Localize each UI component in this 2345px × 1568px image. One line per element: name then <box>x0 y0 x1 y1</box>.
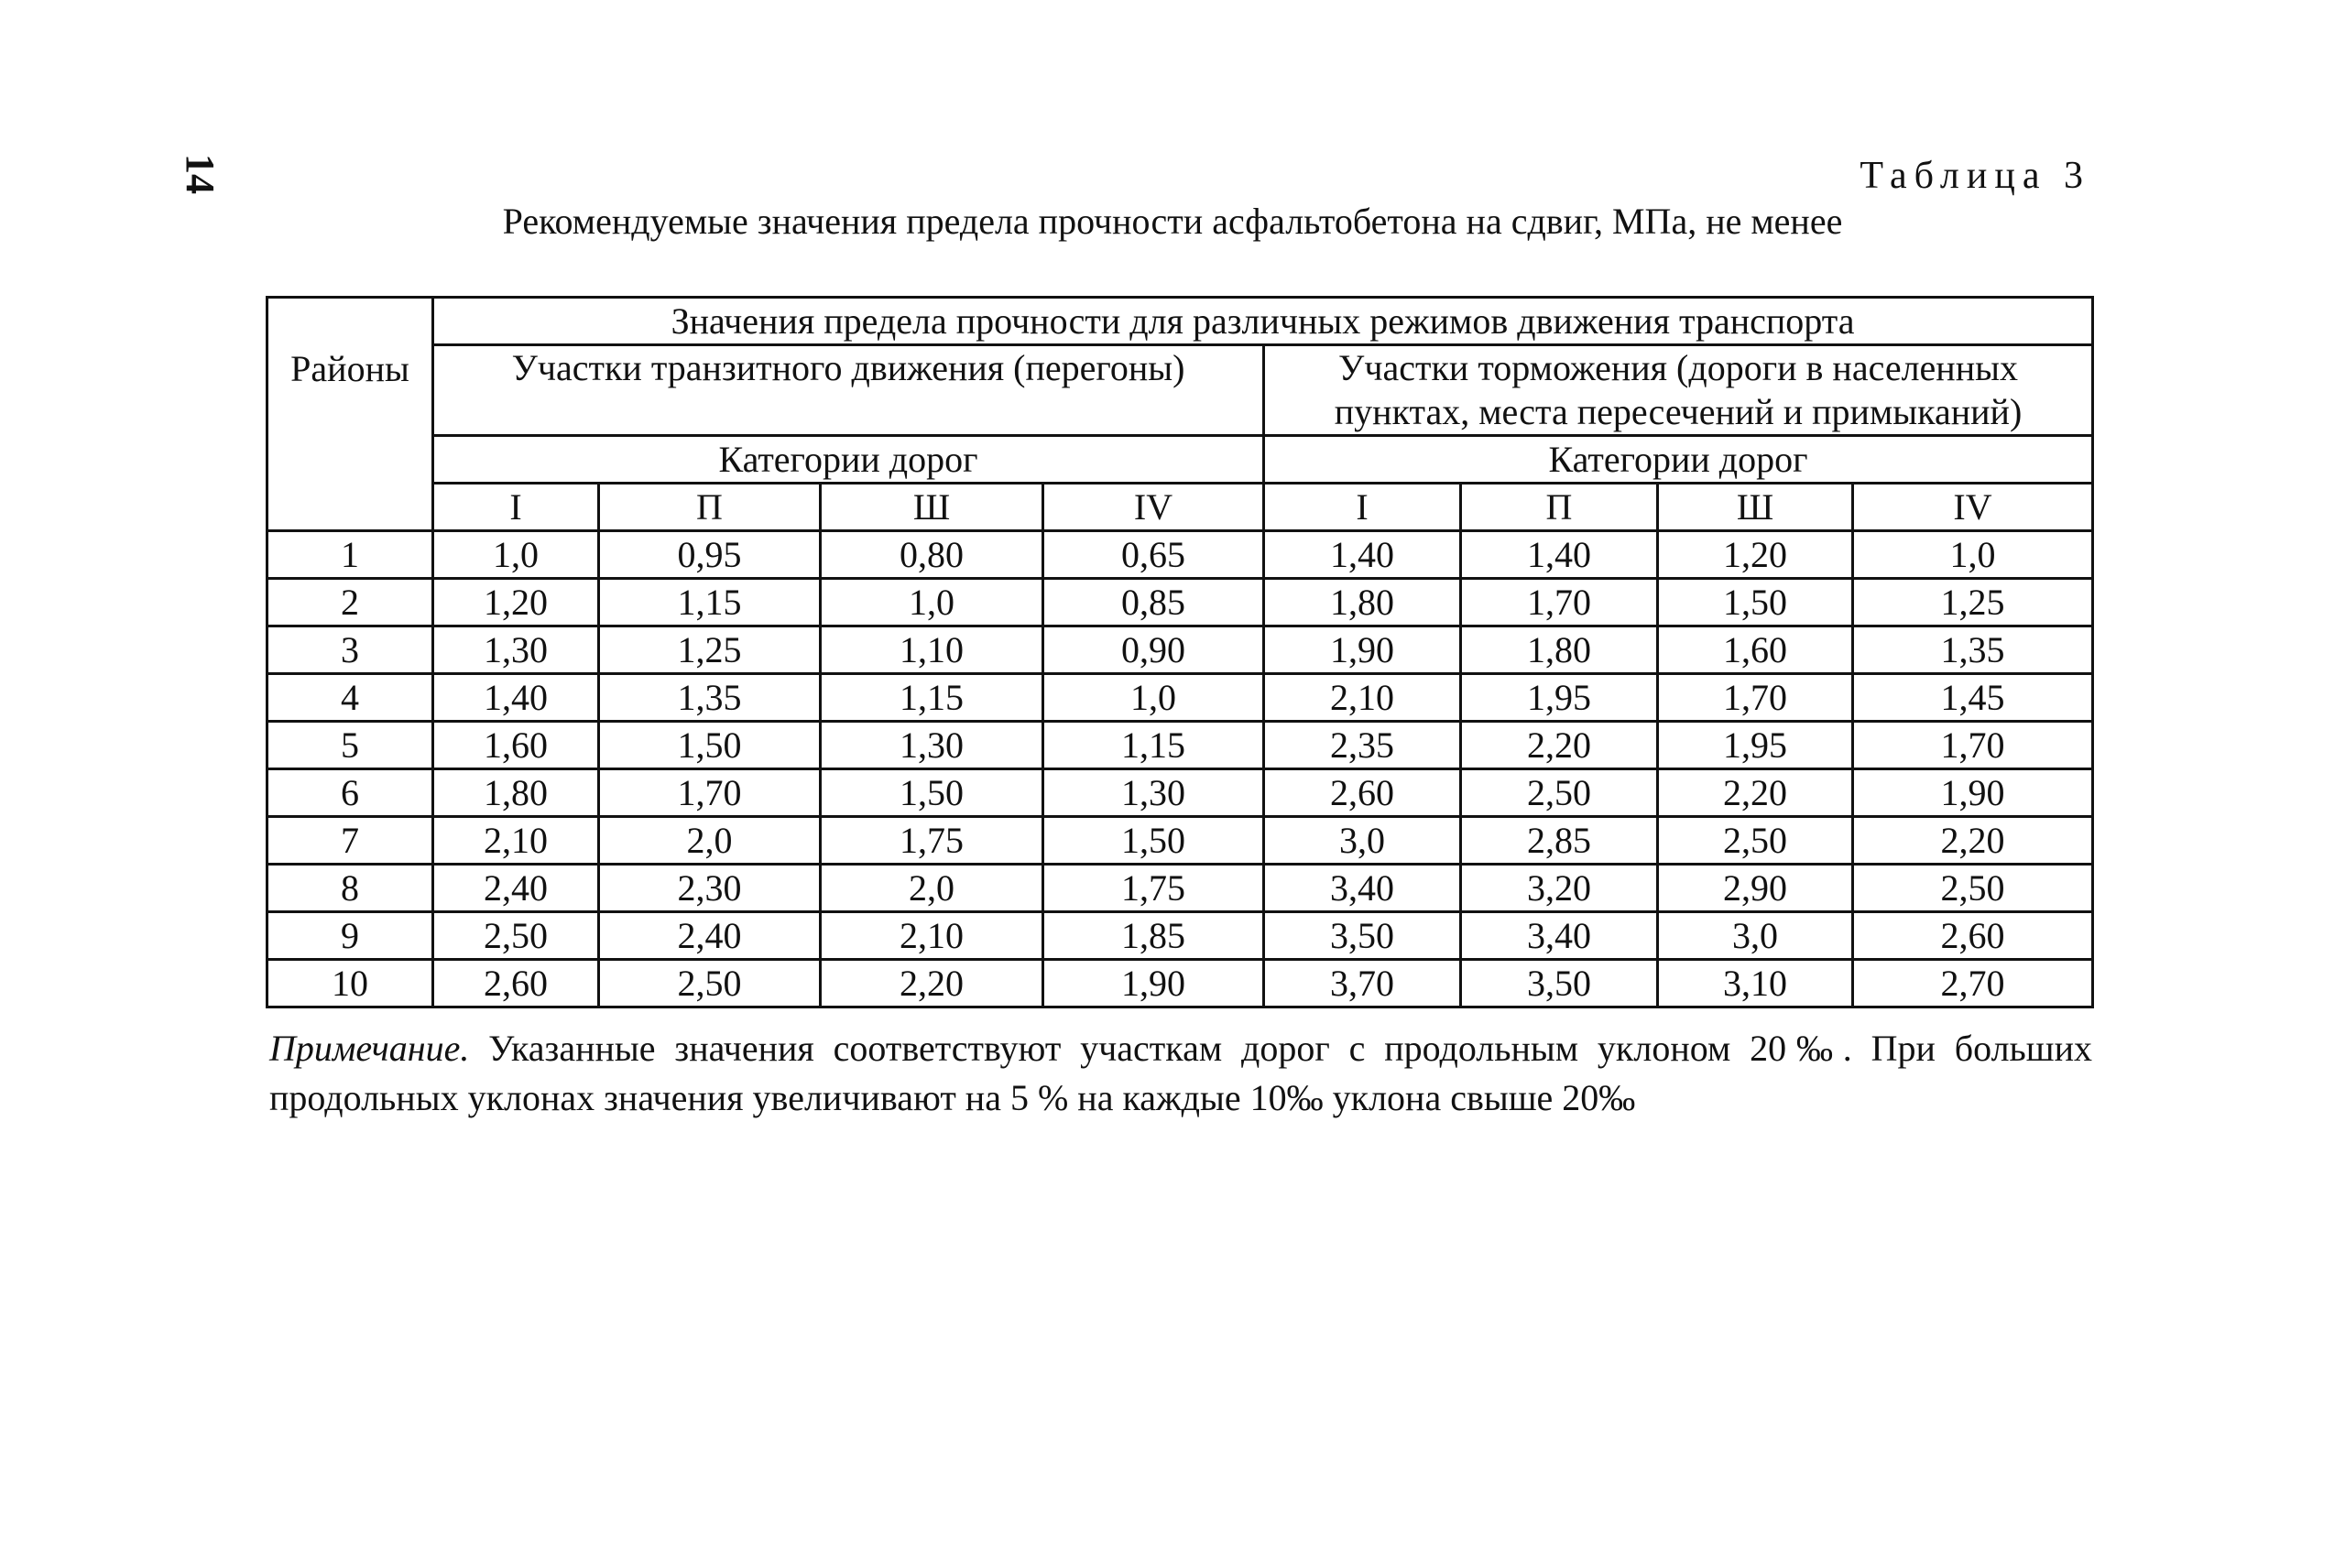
value-cell: 1,30 <box>821 722 1043 769</box>
table-row <box>267 769 2093 817</box>
value-cell: 1,50 <box>1043 817 1264 865</box>
value-cell: 0,90 <box>1043 626 1264 674</box>
value-cell: 1,15 <box>599 579 821 626</box>
district-cell: 2 <box>267 579 433 626</box>
value-cell: 2,35 <box>1264 722 1461 769</box>
value-cell: 2,20 <box>1853 817 2093 865</box>
cat-transit-1: I <box>433 484 599 531</box>
value-cell: 1,25 <box>599 626 821 674</box>
values-header: Значения предела прочности для различных режимов движения транспорта <box>433 298 2093 345</box>
value-cell: 2,40 <box>599 912 821 960</box>
value-cell: 3,40 <box>1461 912 1658 960</box>
value-cell: 3,50 <box>1461 960 1658 1007</box>
district-cell: 1 <box>267 531 433 579</box>
value-cell: 1,80 <box>1461 626 1658 674</box>
header-row-1 <box>267 298 2093 345</box>
table-row <box>267 674 2093 722</box>
district-cell: 4 <box>267 674 433 722</box>
value-cell: 1,70 <box>1461 579 1658 626</box>
value-cell: 3,10 <box>1658 960 1853 1007</box>
value-cell: 1,90 <box>1043 960 1264 1007</box>
district-cell: 7 <box>267 817 433 865</box>
header-row-2 <box>267 345 2093 436</box>
value-cell: 3,20 <box>1461 865 1658 912</box>
value-cell: 3,0 <box>1264 817 1461 865</box>
district-cell: 10 <box>267 960 433 1007</box>
header-row-4 <box>267 484 2093 531</box>
table-row <box>267 579 2093 626</box>
note-text: Указанные значения соответствуют участкам дорог с продольным уклоном 20‰. При больших продольных уклонах значения увеличивают на 5 % на каждые 10‰ уклона свыше 20‰ <box>269 1028 2092 1118</box>
braking-header: Участки торможения (дороги в населенных пунктах, места пересечений и примыканий) <box>1264 345 2093 436</box>
value-cell: 2,0 <box>821 865 1043 912</box>
value-cell: 1,80 <box>1264 579 1461 626</box>
table-row <box>267 531 2093 579</box>
value-cell: 1,50 <box>821 769 1043 817</box>
table-label: Таблица 3 <box>1860 155 2090 197</box>
table-row <box>267 912 2093 960</box>
value-cell: 1,70 <box>599 769 821 817</box>
note <box>269 1024 2092 1123</box>
value-cell: 2,60 <box>433 960 599 1007</box>
value-cell: 2,40 <box>433 865 599 912</box>
value-cell: 1,90 <box>1264 626 1461 674</box>
value-cell: 1,15 <box>1043 722 1264 769</box>
table-row <box>267 960 2093 1007</box>
district-cell: 8 <box>267 865 433 912</box>
value-cell: 2,90 <box>1658 865 1853 912</box>
value-cell: 2,10 <box>821 912 1043 960</box>
value-cell: 1,75 <box>821 817 1043 865</box>
value-cell: 1,50 <box>599 722 821 769</box>
value-cell: 1,40 <box>433 674 599 722</box>
value-cell: 3,50 <box>1264 912 1461 960</box>
value-cell: 2,50 <box>1461 769 1658 817</box>
value-cell: 1,0 <box>821 579 1043 626</box>
value-cell: 1,95 <box>1658 722 1853 769</box>
cat-braking-4: IV <box>1853 484 2093 531</box>
value-cell: 2,20 <box>1658 769 1853 817</box>
note-label: Примечание. <box>269 1028 470 1069</box>
table-row <box>267 865 2093 912</box>
cat-transit-2: П <box>599 484 821 531</box>
value-cell: 1,85 <box>1043 912 1264 960</box>
value-cell: 0,80 <box>821 531 1043 579</box>
page-number: 14 <box>178 154 223 194</box>
value-cell: 1,35 <box>1853 626 2093 674</box>
cat-transit-4: IV <box>1043 484 1264 531</box>
value-cell: 0,85 <box>1043 579 1264 626</box>
value-cell: 2,10 <box>433 817 599 865</box>
value-cell: 3,70 <box>1264 960 1461 1007</box>
cat-braking-3: Ш <box>1658 484 1853 531</box>
cat-braking-1: I <box>1264 484 1461 531</box>
value-cell: 1,20 <box>433 579 599 626</box>
value-cell: 1,90 <box>1853 769 2093 817</box>
value-cell: 2,50 <box>1853 865 2093 912</box>
value-cell: 1,75 <box>1043 865 1264 912</box>
value-cell: 1,80 <box>433 769 599 817</box>
value-cell: 1,10 <box>821 626 1043 674</box>
value-cell: 1,50 <box>1658 579 1853 626</box>
table-row <box>267 722 2093 769</box>
table-title: Рекомендуемые значения предела прочности асфальтобетона на сдвиг, МПа, не менее <box>502 201 1843 242</box>
value-cell: 1,95 <box>1461 674 1658 722</box>
value-cell: 1,0 <box>1853 531 2093 579</box>
value-cell: 2,30 <box>599 865 821 912</box>
value-cell: 1,40 <box>1264 531 1461 579</box>
value-cell: 1,40 <box>1461 531 1658 579</box>
value-cell: 2,50 <box>433 912 599 960</box>
district-cell: 3 <box>267 626 433 674</box>
table-row <box>267 626 2093 674</box>
value-cell: 1,45 <box>1853 674 2093 722</box>
value-cell: 1,20 <box>1658 531 1853 579</box>
value-cell: 1,30 <box>433 626 599 674</box>
value-cell: 1,30 <box>1043 769 1264 817</box>
districts-header: Районы <box>267 298 433 531</box>
district-cell: 9 <box>267 912 433 960</box>
value-cell: 1,60 <box>433 722 599 769</box>
transit-header: Участки транзитного движения (перегоны) <box>433 345 1264 436</box>
header-row-3 <box>267 436 2093 484</box>
value-cell: 0,65 <box>1043 531 1264 579</box>
value-cell: 2,0 <box>599 817 821 865</box>
value-cell: 2,10 <box>1264 674 1461 722</box>
value-cell: 0,95 <box>599 531 821 579</box>
value-cell: 1,25 <box>1853 579 2093 626</box>
value-cell: 2,50 <box>599 960 821 1007</box>
value-cell: 2,60 <box>1264 769 1461 817</box>
value-cell: 1,35 <box>599 674 821 722</box>
value-cell: 2,60 <box>1853 912 2093 960</box>
value-cell: 1,70 <box>1658 674 1853 722</box>
table-row <box>267 817 2093 865</box>
value-cell: 2,85 <box>1461 817 1658 865</box>
value-cell: 1,0 <box>1043 674 1264 722</box>
value-cell: 2,70 <box>1853 960 2093 1007</box>
categories-transit-header: Категории дорог <box>433 436 1264 484</box>
value-cell: 2,20 <box>1461 722 1658 769</box>
cat-transit-3: Ш <box>821 484 1043 531</box>
value-cell: 2,50 <box>1658 817 1853 865</box>
value-cell: 1,70 <box>1853 722 2093 769</box>
value-cell: 2,20 <box>821 960 1043 1007</box>
cat-braking-2: П <box>1461 484 1658 531</box>
value-cell: 3,0 <box>1658 912 1853 960</box>
district-cell: 5 <box>267 722 433 769</box>
value-cell: 1,0 <box>433 531 599 579</box>
categories-braking-header: Категории дорог <box>1264 436 2093 484</box>
district-cell: 6 <box>267 769 433 817</box>
value-cell: 3,40 <box>1264 865 1461 912</box>
value-cell: 1,60 <box>1658 626 1853 674</box>
value-cell: 1,15 <box>821 674 1043 722</box>
strength-table <box>266 296 2094 1008</box>
